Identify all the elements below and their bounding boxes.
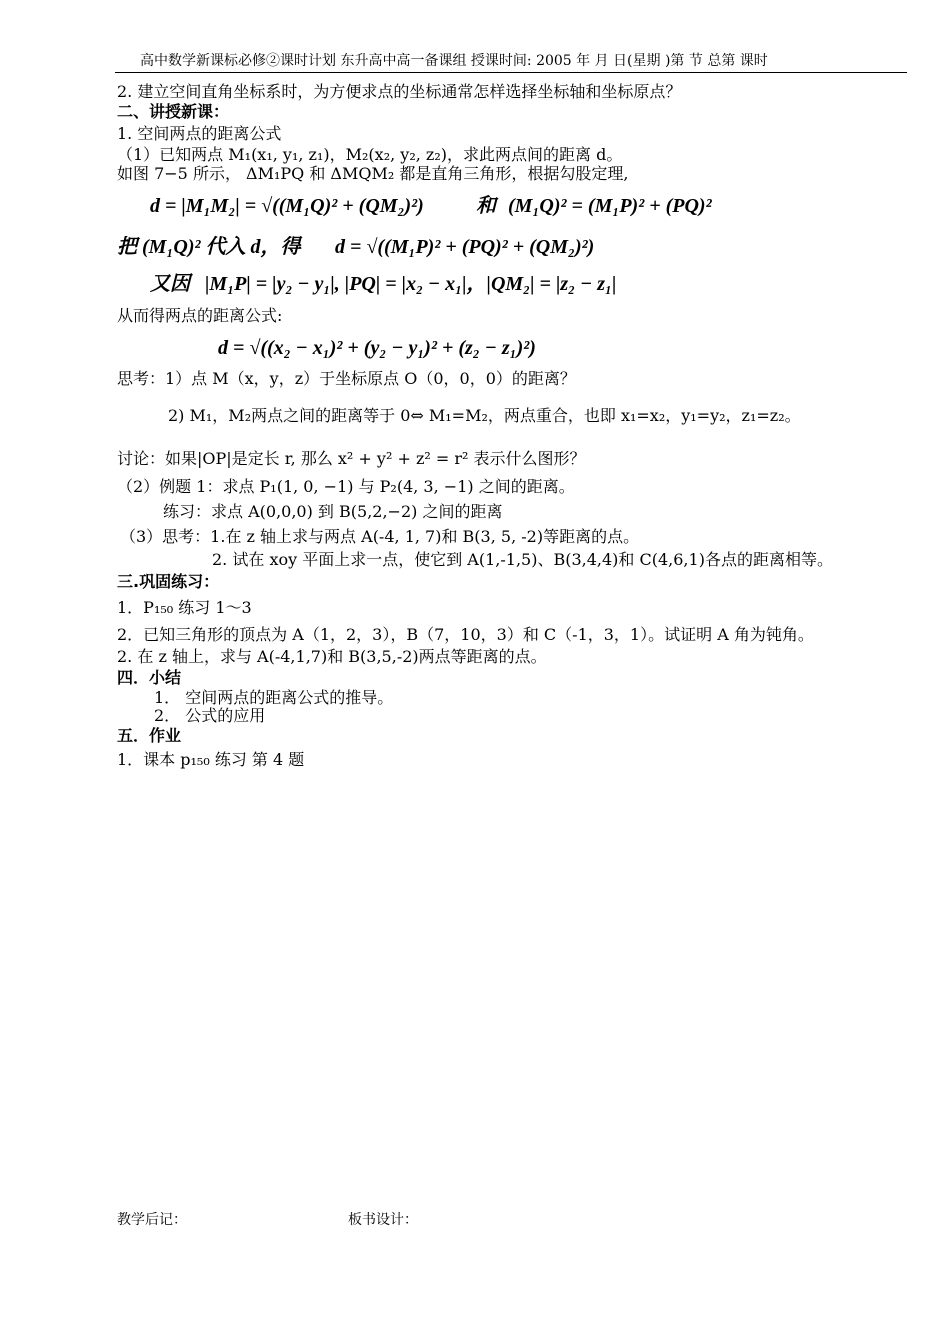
section-2-heading: 二、讲授新课： <box>117 102 230 121</box>
section-3-heading: 三.巩固练习： <box>117 572 220 591</box>
teaching-notes-label: 教学后记： <box>117 1212 187 1228</box>
think-2: 2) M₁，M₂两点之间的距离等于 0⇔ M₁=M₂，两点重合，也即 x₁=x₂，y₁=y₂，z₁=z₂。 <box>168 406 801 425</box>
discussion: 讨论：如果|OP|是定长 r, 那么 x² + y² + z² = r² 表示什么图形？ <box>117 449 586 468</box>
consolidate-1: 1．P₁₅₀ 练习 1～3 <box>117 598 252 617</box>
formula-d-three-terms: d = √((M₁P)² + (PQ)² + (QM₂)²) <box>335 236 595 258</box>
page-header: 高中数学新课标必修②课时计划 东升高中高一备课组 授课时间: 2005 年 月 日(星期 )第 节 总第 课时 <box>140 53 768 69</box>
derive-sentence: 从而得两点的距离公式: <box>117 306 283 325</box>
formula-because-lead: 又因 <box>150 273 190 295</box>
paragraph-right-triangles: 如图 7−5 所示， ΔM₁PQ 和 ΔMQM₂ 都是直角三角形，根据勾股定理, <box>117 164 629 183</box>
formula-substitute-lead: 把 (M₁Q)² 代入 d，得 <box>117 236 301 258</box>
question-2: 2. 建立空间直角坐标系时，为方便求点的坐标通常怎样选择坐标轴和坐标原点？ <box>117 82 682 101</box>
think-1: 思考：1）点 M（x，y，z）于坐标原点 O（0，0，0）的距离？ <box>117 369 576 388</box>
section-5-heading: 五．作业 <box>117 726 182 745</box>
practice-1: 练习：求点 A(0,0,0) 到 B(5,2,−2) 之间的距离 <box>163 502 503 521</box>
paragraph-two-points: （1）已知两点 M₁(x₁, y₁, z₁)，M₂(x₂, y₂, z₂)，求此两点间的距离 d。 <box>117 145 623 164</box>
think-3b: 2. 试在 xoy 平面上求一点，使它到 A(1,-1,5)、B(3,4,4)和 C(4,6,1)各点的距离相等。 <box>212 550 833 569</box>
board-design-label: 板书设计： <box>348 1212 418 1228</box>
think-3a: （3）思考：1.在 z 轴上求与两点 A(-4, 1, 7)和 B(3, 5, -2)等距离的点。 <box>120 527 640 546</box>
summary-2: 2． 公式的应用 <box>154 706 266 725</box>
formula-and: 和 <box>476 195 496 217</box>
homework-1: 1．课本 p₁₅₀ 练习 第 4 题 <box>117 750 305 769</box>
header-rule <box>115 72 907 73</box>
formula-d-m1m2-text: d = |M₁M₂| = √((M₁Q)² + (QM₂)²) <box>150 195 424 217</box>
example-1: （2）例题 1：求点 P₁(1, 0, −1) 与 P₂(4, 3, −1) 之间的距离。 <box>117 477 575 496</box>
summary-1: 1． 空间两点的距离公式的推导。 <box>154 688 394 707</box>
consolidate-3: 2. 在 z 轴上，求与 A(-4,1,7)和 B(3,5,-2)两点等距离的点。 <box>117 647 547 666</box>
formula-absolute-values: |M₁P| = |y₂ − y₁|, |PQ| = |x₂ − x₁|，|QM₂| = |z₂ − z₁| <box>205 273 617 295</box>
section-4-heading: 四．小结 <box>117 668 182 687</box>
item-distance-formula: 1. 空间两点的距离公式 <box>117 124 282 143</box>
consolidate-2: 2．已知三角形的顶点为 A（1，2，3），B（7，10，3）和 C（-1，3，1）。试证明 A 角为钝角。 <box>117 625 814 644</box>
formula-distance-final: d = √((x₂ − x₁)² + (y₂ − y₁)² + (z₂ − z₁)²) <box>218 337 536 359</box>
formula-d-m1m2 <box>150 192 424 220</box>
formula-m1q-squared: (M₁Q)² = (M₁P)² + (PQ)² <box>508 195 712 217</box>
